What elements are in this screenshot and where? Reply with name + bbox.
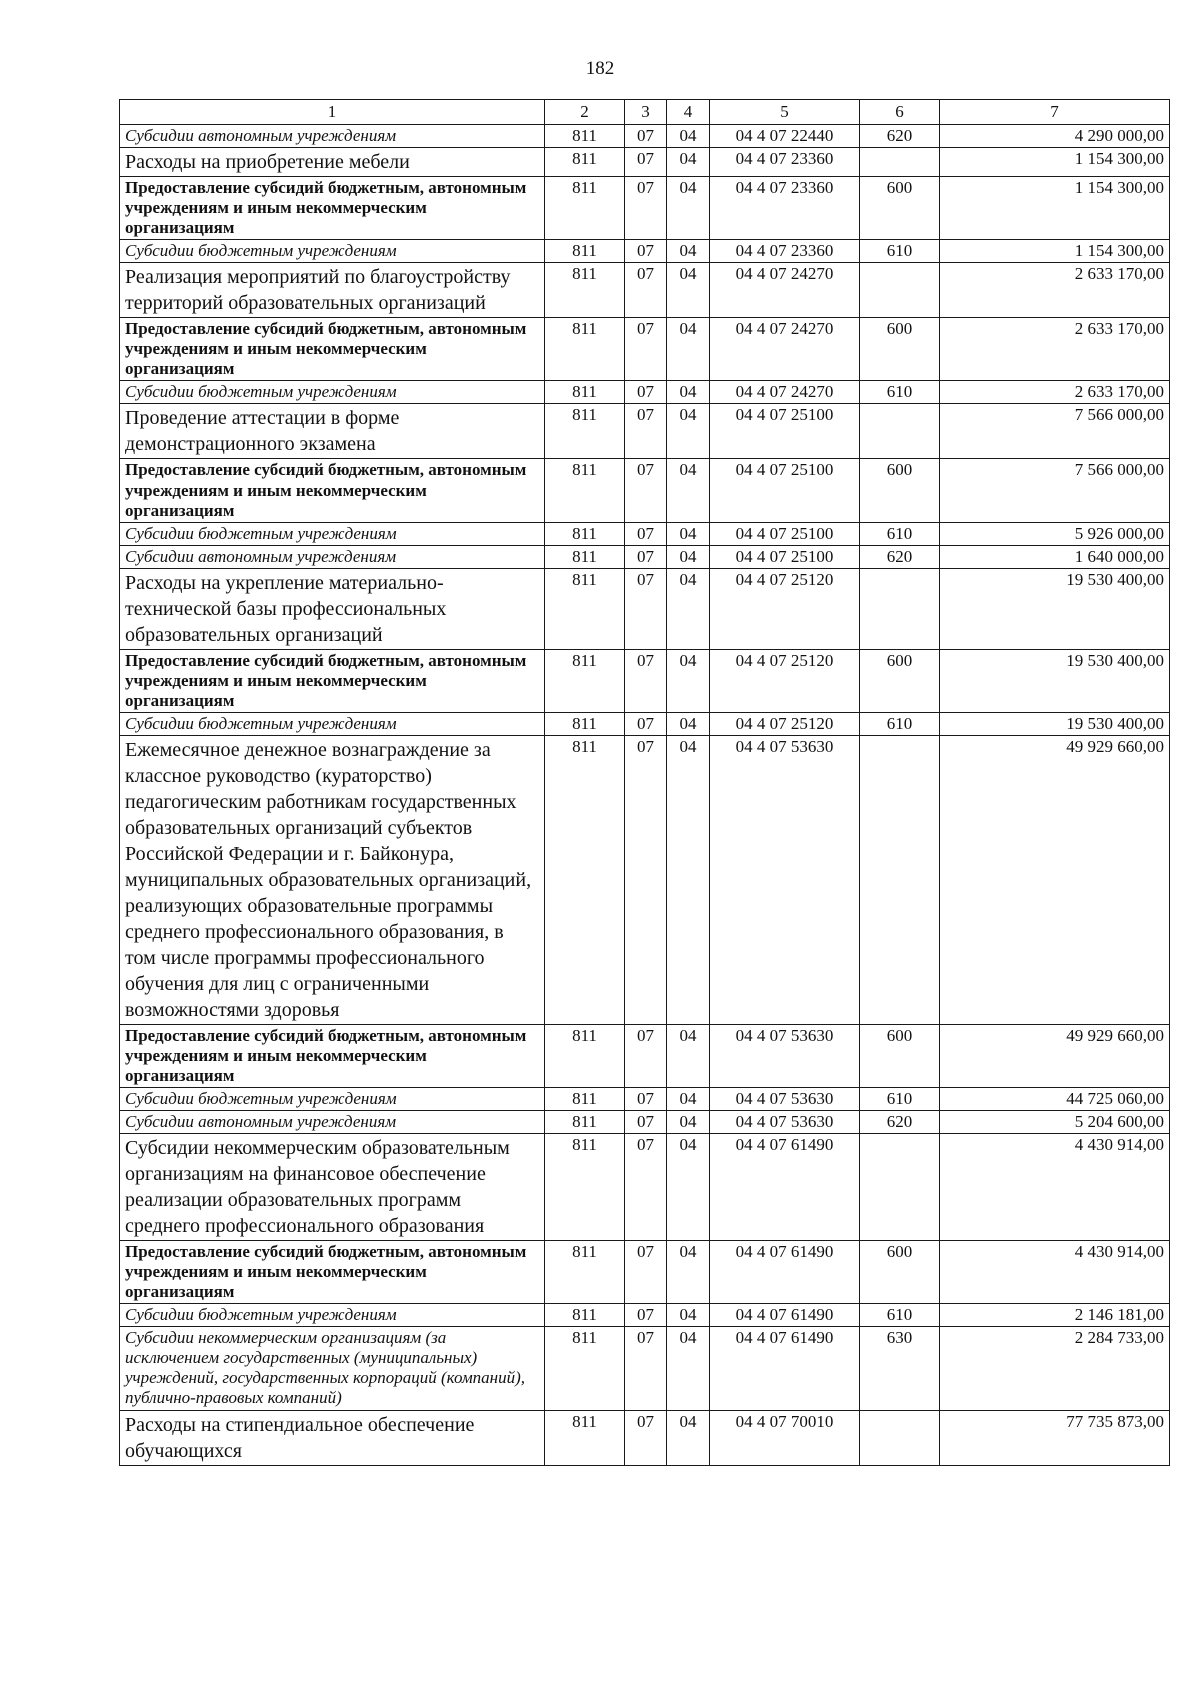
section-code-cell: 07 <box>625 177 667 240</box>
expense-name-cell: Расходы на укрепление материально-технической базы профессиональных образовательных организаций <box>120 568 545 649</box>
amount-cell: 44 725 060,00 <box>940 1088 1170 1111</box>
table-row <box>120 735 1170 1024</box>
expense-name-cell: Предоставление субсидий бюджетным, автономным учреждениям и иным некоммерческим организациям <box>120 1241 545 1304</box>
ministry-code-cell: 811 <box>545 649 625 712</box>
ministry-code-cell: 811 <box>545 1024 625 1087</box>
subsection-code-cell: 04 <box>667 522 710 545</box>
target-article-cell: 04 4 07 23360 <box>710 240 860 263</box>
col-header-5: 5 <box>710 100 860 125</box>
col-header-3: 3 <box>625 100 667 125</box>
ministry-code-cell: 811 <box>545 263 625 318</box>
target-article-cell: 04 4 07 25100 <box>710 545 860 568</box>
section-code-cell: 07 <box>625 735 667 1024</box>
target-article-cell: 04 4 07 61490 <box>710 1327 860 1410</box>
expense-name-cell: Субсидии бюджетным учреждениям <box>120 712 545 735</box>
ministry-code-cell: 811 <box>545 1327 625 1410</box>
expense-type-cell <box>860 568 940 649</box>
subsection-code-cell: 04 <box>667 1134 710 1241</box>
subsection-code-cell: 04 <box>667 404 710 459</box>
subsection-code-cell: 04 <box>667 318 710 381</box>
amount-cell: 4 430 914,00 <box>940 1241 1170 1304</box>
amount-cell: 19 530 400,00 <box>940 712 1170 735</box>
expense-name-cell: Субсидии бюджетным учреждениям <box>120 1304 545 1327</box>
ministry-code-cell: 811 <box>545 568 625 649</box>
expense-name-cell: Расходы на приобретение мебели <box>120 148 545 177</box>
table-row <box>120 263 1170 318</box>
expense-type-cell: 620 <box>860 125 940 148</box>
table-row <box>120 1304 1170 1327</box>
ministry-code-cell: 811 <box>545 522 625 545</box>
col-header-1: 1 <box>120 100 545 125</box>
col-header-2: 2 <box>545 100 625 125</box>
table-row <box>120 1327 1170 1410</box>
table-row <box>120 1134 1170 1241</box>
table-row <box>120 125 1170 148</box>
expense-name-cell: Субсидии некоммерческим образовательным организациям на финансовое обеспечение реализации образовательных программ среднего профессионального образования <box>120 1134 545 1241</box>
budget-table <box>119 99 1170 1466</box>
amount-cell: 49 929 660,00 <box>940 1024 1170 1087</box>
expense-type-cell <box>860 263 940 318</box>
section-code-cell: 07 <box>625 712 667 735</box>
expense-name-cell: Расходы на стипендиальное обеспечение обучающихся <box>120 1410 545 1465</box>
ministry-code-cell: 811 <box>545 459 625 522</box>
expense-name-cell: Предоставление субсидий бюджетным, автономным учреждениям и иным некоммерческим организациям <box>120 459 545 522</box>
target-article-cell: 04 4 07 23360 <box>710 177 860 240</box>
target-article-cell: 04 4 07 24270 <box>710 318 860 381</box>
target-article-cell: 04 4 07 22440 <box>710 125 860 148</box>
target-article-cell: 04 4 07 61490 <box>710 1134 860 1241</box>
subsection-code-cell: 04 <box>667 263 710 318</box>
expense-type-cell <box>860 1134 940 1241</box>
table-row <box>120 1024 1170 1087</box>
expense-name-cell: Субсидии автономным учреждениям <box>120 125 545 148</box>
table-row <box>120 1241 1170 1304</box>
section-code-cell: 07 <box>625 240 667 263</box>
amount-cell: 5 204 600,00 <box>940 1111 1170 1134</box>
table-row <box>120 545 1170 568</box>
expense-name-cell: Субсидии бюджетным учреждениям <box>120 522 545 545</box>
expense-type-cell: 600 <box>860 1024 940 1087</box>
expense-type-cell <box>860 735 940 1024</box>
section-code-cell: 07 <box>625 1410 667 1465</box>
subsection-code-cell: 04 <box>667 649 710 712</box>
amount-cell: 49 929 660,00 <box>940 735 1170 1024</box>
expense-name-cell: Субсидии бюджетным учреждениям <box>120 240 545 263</box>
target-article-cell: 04 4 07 25120 <box>710 568 860 649</box>
subsection-code-cell: 04 <box>667 1111 710 1134</box>
target-article-cell: 04 4 07 25100 <box>710 522 860 545</box>
subsection-code-cell: 04 <box>667 1327 710 1410</box>
amount-cell: 1 154 300,00 <box>940 177 1170 240</box>
subsection-code-cell: 04 <box>667 568 710 649</box>
table-row <box>120 649 1170 712</box>
expense-type-cell: 600 <box>860 177 940 240</box>
target-article-cell: 04 4 07 25120 <box>710 649 860 712</box>
ministry-code-cell: 811 <box>545 1410 625 1465</box>
amount-cell: 19 530 400,00 <box>940 649 1170 712</box>
section-code-cell: 07 <box>625 1111 667 1134</box>
expense-type-cell: 630 <box>860 1327 940 1410</box>
ministry-code-cell: 811 <box>545 404 625 459</box>
amount-cell: 19 530 400,00 <box>940 568 1170 649</box>
table-row <box>120 404 1170 459</box>
expense-type-cell: 600 <box>860 459 940 522</box>
target-article-cell: 04 4 07 23360 <box>710 148 860 177</box>
subsection-code-cell: 04 <box>667 1410 710 1465</box>
section-code-cell: 07 <box>625 522 667 545</box>
expense-name-cell: Предоставление субсидий бюджетным, автономным учреждениям и иным некоммерческим организациям <box>120 177 545 240</box>
expense-type-cell: 610 <box>860 381 940 404</box>
amount-cell: 5 926 000,00 <box>940 522 1170 545</box>
section-code-cell: 07 <box>625 649 667 712</box>
target-article-cell: 04 4 07 24270 <box>710 263 860 318</box>
expense-name-cell: Субсидии бюджетным учреждениям <box>120 381 545 404</box>
amount-cell: 77 735 873,00 <box>940 1410 1170 1465</box>
table-row <box>120 568 1170 649</box>
expense-name-cell: Ежемесячное денежное вознаграждение за классное руководство (кураторство) педагогическим работникам государственных образовательных организаций субъектов Российской Федерации и г. Байконура, муниципальных образовательных организаций, реализующих образовательные программы среднего профессионального образования, в том числе программы профессионального обучения для лиц с ограниченными возможностями здоровья <box>120 735 545 1024</box>
expense-name-cell: Предоставление субсидий бюджетным, автономным учреждениям и иным некоммерческим организациям <box>120 318 545 381</box>
col-header-6: 6 <box>860 100 940 125</box>
ministry-code-cell: 811 <box>545 545 625 568</box>
col-header-4: 4 <box>667 100 710 125</box>
section-code-cell: 07 <box>625 568 667 649</box>
table-row <box>120 240 1170 263</box>
target-article-cell: 04 4 07 25100 <box>710 404 860 459</box>
expense-name-cell: Субсидии автономным учреждениям <box>120 545 545 568</box>
subsection-code-cell: 04 <box>667 1088 710 1111</box>
expense-name-cell: Субсидии автономным учреждениям <box>120 1111 545 1134</box>
amount-cell: 2 633 170,00 <box>940 381 1170 404</box>
target-article-cell: 04 4 07 24270 <box>710 381 860 404</box>
target-article-cell: 04 4 07 61490 <box>710 1304 860 1327</box>
ministry-code-cell: 811 <box>545 1134 625 1241</box>
section-code-cell: 07 <box>625 545 667 568</box>
target-article-cell: 04 4 07 53630 <box>710 1088 860 1111</box>
target-article-cell: 04 4 07 25120 <box>710 712 860 735</box>
section-code-cell: 07 <box>625 125 667 148</box>
section-code-cell: 07 <box>625 1088 667 1111</box>
amount-cell: 4 430 914,00 <box>940 1134 1170 1241</box>
expense-name-cell: Реализация мероприятий по благоустройству территорий образовательных организаций <box>120 263 545 318</box>
section-code-cell: 07 <box>625 404 667 459</box>
table-row <box>120 318 1170 381</box>
target-article-cell: 04 4 07 61490 <box>710 1241 860 1304</box>
target-article-cell: 04 4 07 53630 <box>710 1111 860 1134</box>
expense-type-cell: 610 <box>860 522 940 545</box>
amount-cell: 7 566 000,00 <box>940 459 1170 522</box>
target-article-cell: 04 4 07 70010 <box>710 1410 860 1465</box>
section-code-cell: 07 <box>625 1134 667 1241</box>
expense-type-cell: 620 <box>860 1111 940 1134</box>
subsection-code-cell: 04 <box>667 459 710 522</box>
ministry-code-cell: 811 <box>545 735 625 1024</box>
table-row <box>120 148 1170 177</box>
target-article-cell: 04 4 07 53630 <box>710 1024 860 1087</box>
expense-type-cell: 610 <box>860 1088 940 1111</box>
amount-cell: 1 154 300,00 <box>940 240 1170 263</box>
ministry-code-cell: 811 <box>545 1241 625 1304</box>
expense-type-cell: 610 <box>860 712 940 735</box>
subsection-code-cell: 04 <box>667 735 710 1024</box>
section-code-cell: 07 <box>625 148 667 177</box>
ministry-code-cell: 811 <box>545 712 625 735</box>
expense-type-cell: 610 <box>860 1304 940 1327</box>
expense-type-cell: 600 <box>860 1241 940 1304</box>
subsection-code-cell: 04 <box>667 177 710 240</box>
expense-type-cell: 610 <box>860 240 940 263</box>
ministry-code-cell: 811 <box>545 1304 625 1327</box>
ministry-code-cell: 811 <box>545 381 625 404</box>
target-article-cell: 04 4 07 53630 <box>710 735 860 1024</box>
amount-cell: 2 633 170,00 <box>940 318 1170 381</box>
amount-cell: 2 633 170,00 <box>940 263 1170 318</box>
amount-cell: 2 284 733,00 <box>940 1327 1170 1410</box>
section-code-cell: 07 <box>625 1304 667 1327</box>
subsection-code-cell: 04 <box>667 240 710 263</box>
table-row <box>120 1111 1170 1134</box>
section-code-cell: 07 <box>625 1327 667 1410</box>
subsection-code-cell: 04 <box>667 125 710 148</box>
subsection-code-cell: 04 <box>667 712 710 735</box>
subsection-code-cell: 04 <box>667 1304 710 1327</box>
expense-type-cell <box>860 1410 940 1465</box>
section-code-cell: 07 <box>625 263 667 318</box>
ministry-code-cell: 811 <box>545 148 625 177</box>
table-row <box>120 381 1170 404</box>
section-code-cell: 07 <box>625 1241 667 1304</box>
expense-name-cell: Субсидии бюджетным учреждениям <box>120 1088 545 1111</box>
subsection-code-cell: 04 <box>667 545 710 568</box>
section-code-cell: 07 <box>625 459 667 522</box>
subsection-code-cell: 04 <box>667 1024 710 1087</box>
section-code-cell: 07 <box>625 1024 667 1087</box>
expense-name-cell: Предоставление субсидий бюджетным, автономным учреждениям и иным некоммерческим организациям <box>120 649 545 712</box>
amount-cell: 2 146 181,00 <box>940 1304 1170 1327</box>
table-row <box>120 1410 1170 1465</box>
ministry-code-cell: 811 <box>545 177 625 240</box>
ministry-code-cell: 811 <box>545 125 625 148</box>
page-number: 182 <box>585 58 615 79</box>
table-row <box>120 459 1170 522</box>
amount-cell: 1 640 000,00 <box>940 545 1170 568</box>
ministry-code-cell: 811 <box>545 1088 625 1111</box>
expense-name-cell: Проведение аттестации в форме демонстрационного экзамена <box>120 404 545 459</box>
table-row <box>120 712 1170 735</box>
ministry-code-cell: 811 <box>545 1111 625 1134</box>
amount-cell: 1 154 300,00 <box>940 148 1170 177</box>
col-header-7: 7 <box>940 100 1170 125</box>
target-article-cell: 04 4 07 25100 <box>710 459 860 522</box>
expense-type-cell <box>860 404 940 459</box>
subsection-code-cell: 04 <box>667 148 710 177</box>
section-code-cell: 07 <box>625 318 667 381</box>
expense-name-cell: Субсидии некоммерческим организациям (за исключением государственных (муниципальных) учреждений, государственных корпораций (компаний), публично-правовых компаний) <box>120 1327 545 1410</box>
subsection-code-cell: 04 <box>667 381 710 404</box>
table-row <box>120 522 1170 545</box>
expense-type-cell: 620 <box>860 545 940 568</box>
table-body <box>120 125 1170 1465</box>
ministry-code-cell: 811 <box>545 240 625 263</box>
table-row <box>120 177 1170 240</box>
expense-type-cell <box>860 148 940 177</box>
table-row <box>120 1088 1170 1111</box>
expense-type-cell: 600 <box>860 649 940 712</box>
amount-cell: 4 290 000,00 <box>940 125 1170 148</box>
section-code-cell: 07 <box>625 381 667 404</box>
amount-cell: 7 566 000,00 <box>940 404 1170 459</box>
expense-name-cell: Предоставление субсидий бюджетным, автономным учреждениям и иным некоммерческим организациям <box>120 1024 545 1087</box>
ministry-code-cell: 811 <box>545 318 625 381</box>
subsection-code-cell: 04 <box>667 1241 710 1304</box>
header-row <box>120 100 1170 125</box>
expense-type-cell: 600 <box>860 318 940 381</box>
